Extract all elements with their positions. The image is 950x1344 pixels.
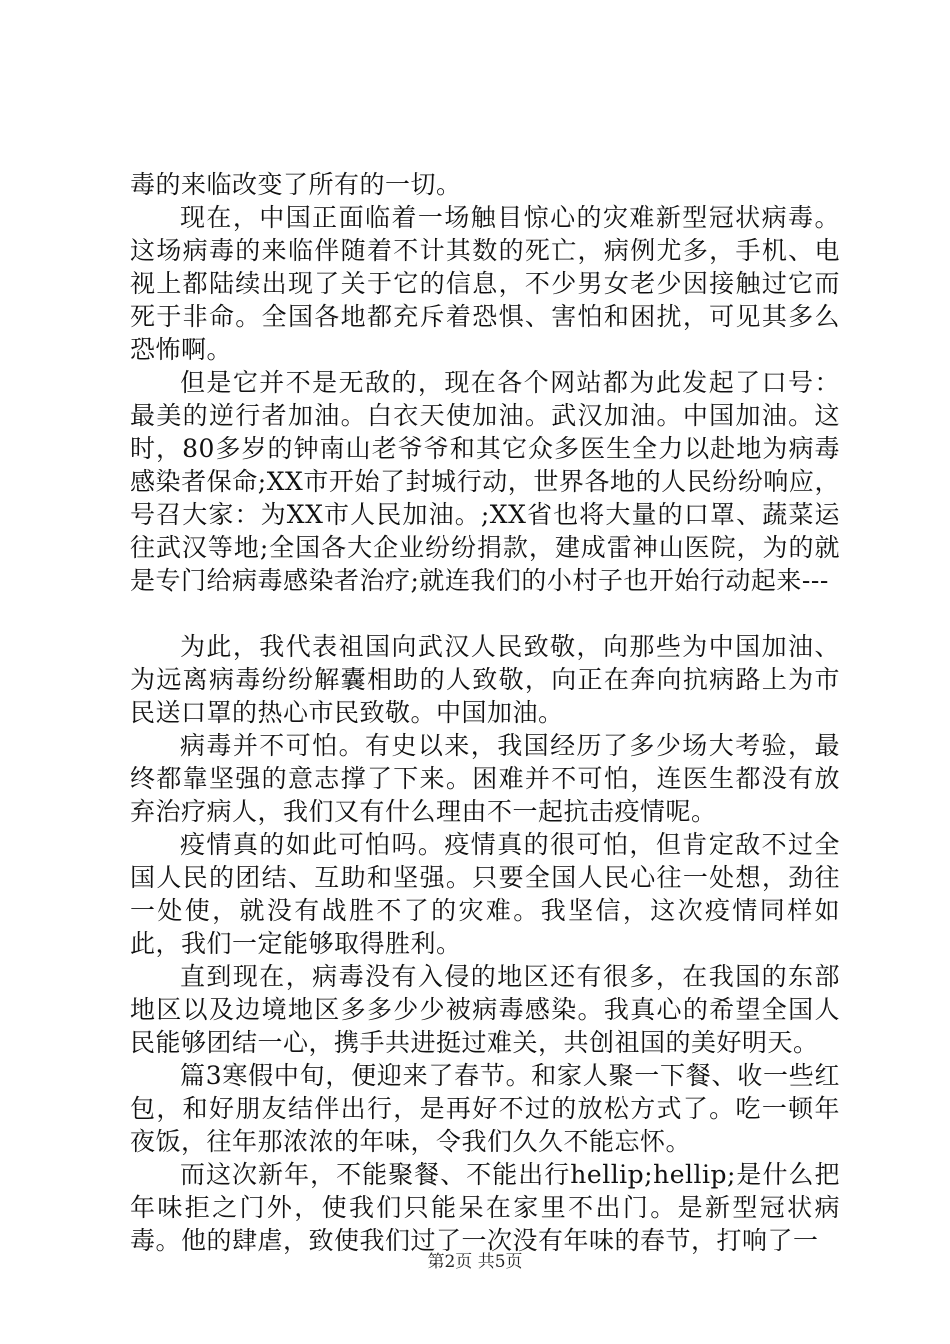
paragraph-2: 现在，中国正面临着一场触目惊心的灾难新型冠状病毒。这场病毒的来临伴随着不计其数的死亡，病例尤多，手机、电视上都陆续出现了关于它的信息，不少男女老少因接触过它而死于非命。全国各地都充斥着恐惧、害怕和困扰，可见其多么恐怖啊。 xyxy=(130,203,840,364)
paragraph-4: 为此，我代表祖国向武汉人民致敬，向那些为中国加油、为远离病毒纷纷解囊相助的人致敬，向正在奔向抗病路上为市民送口罩的热心市民致敬。中国加油。 xyxy=(130,632,840,727)
paragraph-spacer xyxy=(130,597,840,630)
paragraph-9: 而这次新年，不能聚餐、不能出行hellip;hellip;是什么把年味拒之门外，使我们只能呆在家里不出门。是新型冠状病毒。他的肆虐，致使我们过了一次没有年味的春节，打响了一 xyxy=(130,1160,840,1255)
paragraph-6: 疫情真的如此可怕吗。疫情真的很可怕，但肯定敌不过全国人民的团结、互助和坚强。只要全国人民心往一处想，劲往一处使，就没有战胜不了的灾难。我坚信，这次疫情同样如此，我们一定能够取得胜利。 xyxy=(130,830,840,958)
paragraph-1: 毒的来临改变了所有的一切。 xyxy=(130,170,462,199)
paragraph-5: 病毒并不可怕。有史以来，我国经历了多少场大考验，最终都靠坚强的意志撑了下来。困难并不可怕，连医生都没有放弃治疗病人，我们又有什么理由不一起抗击疫情呢。 xyxy=(130,731,840,826)
document-body xyxy=(130,168,840,1257)
paragraph-3: 但是它并不是无敌的，现在各个网站都为此发起了口号：最美的逆行者加油。白衣天使加油。武汉加油。中国加油。这时，80多岁的钟南山老爷爷和其它众多医生全力以赴地为病毒感染者保命;XX市开始了封城行动，世界各地的人民纷纷响应，号召大家：为XX市人民加油。;XX省也将大量的口罩、蔬菜运往武汉等地;全国各大企业纷纷捐款，建成雷神山医院，为的就是专门给病毒感染者治疗;就连我们的小村子也开始行动起来--- xyxy=(130,368,840,595)
page-footer xyxy=(0,1252,950,1272)
paragraph-8: 篇3寒假中旬，便迎来了春节。和家人聚一下餐、收一些红包，和好朋友结伴出行，是再好不过的放松方式了。吃一顿年夜饭，往年那浓浓的年味，令我们久久不能忘怀。 xyxy=(130,1061,840,1156)
paragraph-7: 直到现在，病毒没有入侵的地区还有很多，在我国的东部地区以及边境地区多多少少被病毒感染。我真心的希望全国人民能够团结一心，携手共进挺过难关，共创祖国的美好明天。 xyxy=(130,962,840,1057)
page-number-label: 第2页 共5页 xyxy=(427,1252,523,1272)
